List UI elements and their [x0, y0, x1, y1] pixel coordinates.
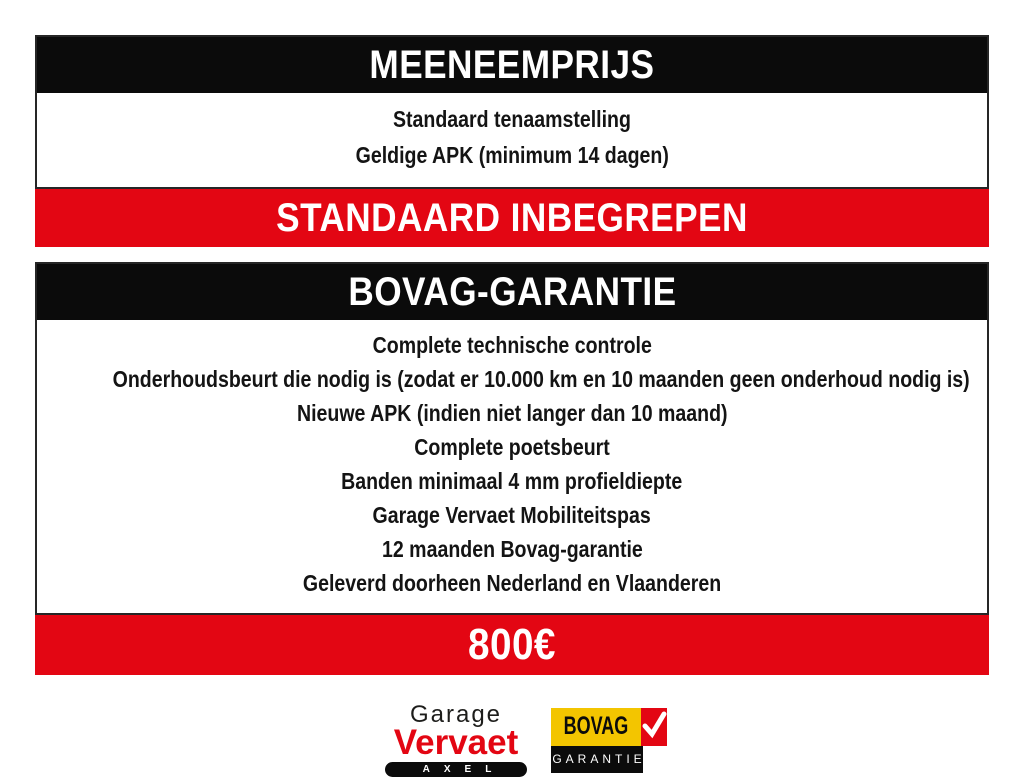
list-item	[37, 103, 987, 139]
bovag-yellow-tile	[551, 708, 641, 746]
footer-logos	[35, 703, 989, 777]
standaard-inbegrepen-label: STANDAARD INBEGREPEN	[276, 195, 748, 240]
price-flyer	[35, 35, 989, 777]
standaard-inbegrepen-banner	[35, 189, 989, 247]
list-item	[37, 139, 987, 175]
bovag-logo-top	[551, 708, 643, 746]
bovag-garantie-items	[37, 320, 987, 613]
garage-vervaet-logo	[381, 703, 531, 777]
list-item-text: Geldige APK (minimum 14 dagen)	[355, 142, 669, 168]
meeneemprijs-items	[37, 93, 987, 187]
list-item-text: Complete technische controle	[372, 332, 652, 358]
bovag-garantie-header	[37, 264, 987, 320]
list-item	[37, 364, 987, 398]
bovag-garantie-label: GARANTIE	[552, 752, 646, 766]
list-item	[37, 330, 987, 364]
list-item-text: Geleverd doorheen Nederland en Vlaanderen	[302, 570, 722, 596]
bovag-garantie-section	[35, 262, 989, 615]
list-item-text: Garage Vervaet Mobiliteitspas	[372, 502, 652, 528]
list-item	[37, 432, 987, 466]
list-item-text: Banden minimaal 4 mm profieldiepte	[341, 468, 683, 494]
price-label: 800€	[468, 620, 556, 669]
bovag-garantie-bar	[551, 746, 646, 773]
list-item-text: Nieuwe APK (indien niet langer dan 10 maand)	[296, 400, 728, 426]
meeneemprijs-section	[35, 35, 989, 189]
bovag-red-tile	[641, 708, 667, 746]
vervaet-word: Vervaet	[393, 723, 519, 762]
list-item-text: Complete poetsbeurt	[414, 434, 610, 460]
list-item	[37, 534, 987, 568]
list-item-text: Standaard tenaamstelling	[393, 106, 631, 132]
list-item	[37, 398, 987, 432]
bovag-logo-name: BOVAG	[563, 712, 629, 740]
meeneemprijs-header	[37, 37, 987, 93]
garage-word: Garage	[409, 701, 503, 728]
list-item	[37, 568, 987, 602]
list-item	[37, 466, 987, 500]
price-banner	[35, 615, 989, 675]
axel-badge: AXEL	[385, 762, 527, 777]
bovag-garantie-title: BOVAG-GARANTIE	[347, 269, 677, 314]
list-item-text: Onderhoudsbeurt die nodig is (zodat er 10.000 km en 10 maanden geen onderhoud nodig is)	[112, 366, 970, 392]
list-item-text: 12 maanden Bovag-garantie	[381, 536, 643, 562]
list-item	[37, 500, 987, 534]
bovag-garantie-logo	[551, 708, 646, 773]
meeneemprijs-title: MEENEEMPRIJS	[369, 42, 655, 87]
checkmark-icon	[641, 709, 667, 739]
